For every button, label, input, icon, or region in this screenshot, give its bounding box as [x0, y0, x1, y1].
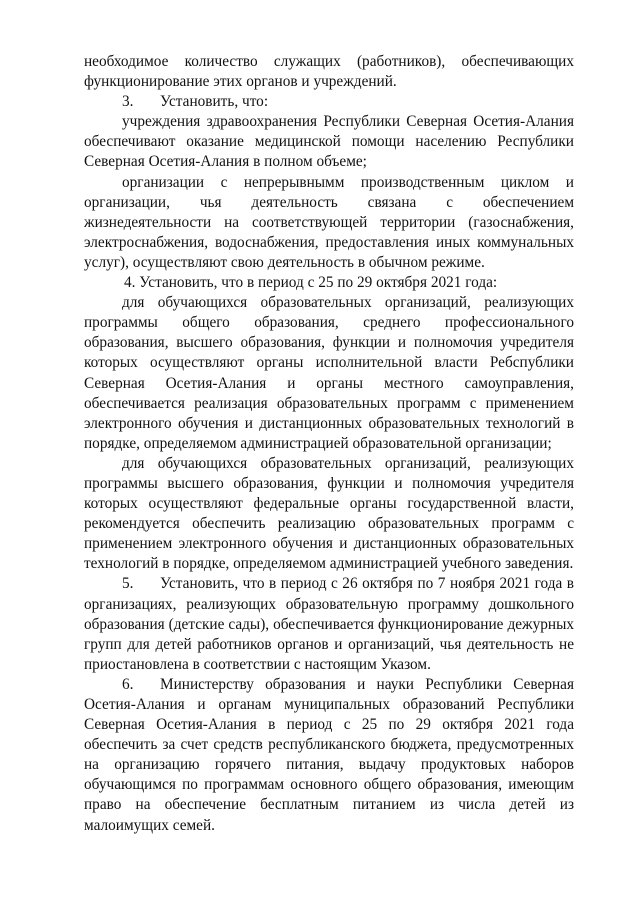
- paragraph-higher-education: для обучающихся образовательных организаций, реализующих программы высшего образования, функции и полномочия учредителя которых осуществляют федеральные органы государственной власти, рекомендуется обеспечить реализацию образовательных программ с применением электронного обучения и дистанционных образовательных технологий в порядке, определяемом администрацией учебного заведения.: [84, 454, 574, 573]
- paragraph-text: Установить, что:: [160, 93, 269, 111]
- paragraph-healthcare: учреждения здравоохранения Республики Северная Осетия-Алания обеспечивают оказание медицинской помощи населению Республики Северная Осетия-Алания в полном объеме;: [84, 113, 574, 171]
- paragraph-number: 3.: [122, 93, 134, 111]
- paragraph-6: [84, 675, 574, 836]
- paragraph-5: [84, 574, 574, 674]
- paragraph-number: 5.: [122, 575, 134, 593]
- paragraph-text: Установить, что в период с 26 октября по 7 ноября 2021 года в организациях, реализующих образовательную программу дошкольного образования (детские сады), обеспечивается функционирование дежурных групп для детей работников органов и организаций, чья деятельность не приостановлена в соответствии с настоящим Указом.: [84, 575, 574, 673]
- paragraph-4-heading: 4. Установить, что в период с 25 по 29 октября 2021 года:: [124, 274, 498, 292]
- paragraph-general-education: для обучающихся образовательных организаций, реализующих программы общего образования, среднего профессионального образования, высшего образования, функции и полномочия учредителя которых осуществляют органы исполнительной власти Ребспублики Северная Осетия-Алания и органы местного самоуправления, обеспечивается реализация образовательных программ с применением электронного обучения и дистанционных образовательных технологий в порядке, определяемом администрацией образовательной организации;: [84, 294, 574, 452]
- document-page: [84, 52, 574, 836]
- paragraph-continuous-organizations: организации с непрерывнымм производственным циклом и организации, чья деятельность связана с обеспечением жизнедеятельности на соответствующей территории (газоснабжения, электроснабжения, водоснабжения, предоставления иных коммунальных услуг), осуществляют свою деятельность в обычном режиме.: [84, 173, 574, 271]
- paragraph-3-heading: [84, 92, 574, 112]
- paragraph-text: Министерству образования и науки Республики Северная Осетия-Алания и органам муниципальных образований Республики Северная Осетия-Алания в период с 25 по 29 октября 2021 года обеспечить за счет средств республиканского бюджета, предусмотренных на организацию горячего питания, выдачу продуктовых наборов обучающимся по программам основного общего образования, имеющим право на обеспечение бесплатным питанием из числа детей из малоимущих семей.: [84, 675, 574, 834]
- paragraph-number: 6.: [122, 675, 134, 693]
- paragraph-continuation: необходимое количество служащих (работников), обеспечивающих функционирование этих органов и учреждений.: [84, 53, 574, 91]
